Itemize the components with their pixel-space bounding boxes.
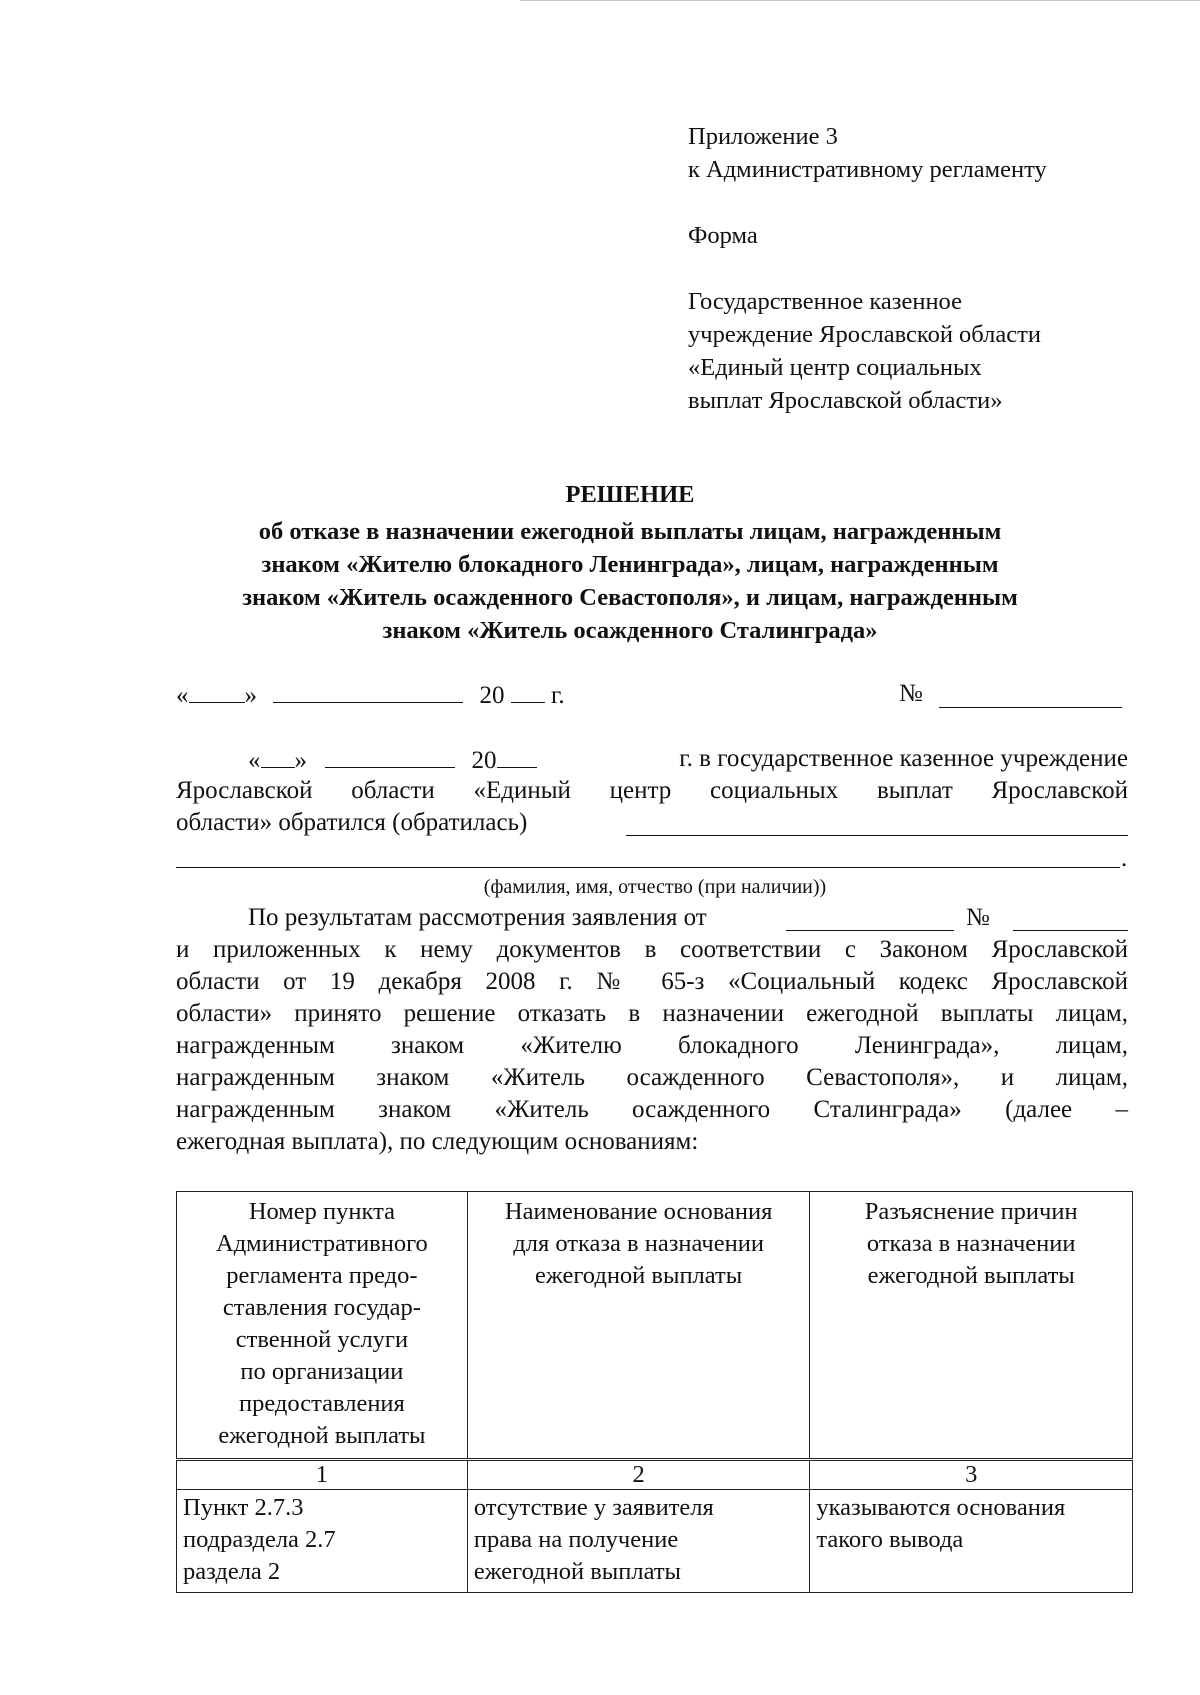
header-cell-explanation: Разъяснение причин отказа в назначении ежегодной выплаты [810, 1192, 1133, 1460]
table-cell-explanation: указываются основания такого вывода [810, 1490, 1133, 1593]
review-line: и приложенных к нему документов в соответствии с Законом Ярославской [176, 936, 1128, 963]
application-date-blank[interactable] [786, 906, 954, 931]
document-page: Приложение 3 к Административному регламенту Форма Государственное казенное учреждение Ярославской области «Единый центр социальных выплат Ярославской области» РЕШЕНИЕ об отказе в назначении ежегодной выплаты лицам, награжденным знаком «Жителю блокадного Ленинграда», лицам, награжденным знаком «Житель осажденного Севастополя», и лицам, награжденным знаком «Житель осажденного Сталинграда» « » 20 г. № « » 20 г. в государственное казенное учреждение Ярославской области «Единый центр социальных выплат Ярославской области» обратился (обратилась) . (фамилия, имя, отчество (при наличии)) По результатам рассмотрения заявления от № и приложенных к нему документов в соответствии с Законом Ярославской области от 19 декабря 2008 г. № 65-з «Социальный кодекс Ярославской области» принято решение отказать в назначении ежегодной выплаты лицам, награжденным знаком «Жителю блокадного Ленинграда», лицам, награжденным знаком «Житель осажденного Севастополя», и лицам, награжденным знаком «Житель осажденного Сталинграда» (далее – ежегодная выплата), по следующим основаниям: Номер пункта Административного регламента предо- ставления государ- ственной услуги по организации предоставления ежегодной выплаты Наименование основания для отказа в назначении ежегодной выплаты Разъяснение причин отказа в назначении ежегодной выплаты 1 2 3 Пункт 2.7.3 подраздела 2.7 раздела 2 отсутствие у заявителя права на получение ежегодной выплаты указываются основания такого вывода [0, 0, 1200, 1695]
appeal-month-blank[interactable] [325, 743, 455, 768]
appendix-reference: к Административному регламенту [688, 156, 1047, 183]
scan-edge-line [520, 0, 1200, 1]
appeal-day-blank[interactable] [261, 743, 295, 768]
refusal-grounds-table [176, 1191, 1133, 1593]
org-line: «Единый центр социальных [688, 354, 982, 381]
org-line: учреждение Ярославской области [688, 321, 1041, 348]
column-number: 2 [467, 1460, 810, 1490]
title-line: об отказе в назначении ежегодной выплаты лицам, награжденным [258, 518, 1002, 545]
title-line: знаком «Жителю блокадного Ленинграда», лицам, награжденным [261, 551, 999, 578]
appendix-number: Приложение 3 [688, 123, 838, 150]
review-line: области» принято решение отказать в назначении ежегодной выплаты лицам, [176, 1000, 1128, 1027]
month-blank[interactable] [273, 678, 463, 703]
org-line: Государственное казенное [688, 288, 962, 315]
appeal-line-3: области» обратился (обратилась) [176, 807, 1128, 839]
table-column-number-row [177, 1460, 1133, 1490]
decision-number-blank[interactable] [939, 683, 1122, 708]
appeal-year-blank[interactable] [497, 743, 537, 768]
org-line: выплат Ярославской области» [688, 387, 1003, 414]
review-line: награжденным знаком «Житель осажденного Сталинграда» (далее – [176, 1096, 1128, 1123]
appendix-header [688, 120, 1047, 417]
application-number-sign: № [966, 904, 990, 931]
title-heading: РЕШЕНИЕ [565, 481, 695, 508]
applicant-name-blank[interactable] [626, 811, 1128, 836]
document-title [190, 478, 1070, 647]
table-cell-ground: отсутствие у заявителя права на получение ежегодной выплаты [467, 1490, 810, 1593]
title-line: знаком «Житель осажденного Севастополя», и лицам, награжденным [242, 584, 1018, 611]
review-line: награжденным знаком «Житель осажденного Севастополя», и лицам, [176, 1064, 1128, 1091]
year-blank[interactable] [511, 678, 545, 703]
review-line: области от 19 декабря 2008 г. № 65-з «Социальный кодекс Ярославской [176, 968, 1128, 995]
review-line: награжденным знаком «Жителю блокадного Ленинграда», лицам, [176, 1032, 1128, 1059]
number-sign: № [899, 680, 923, 707]
review-line-1: По результатам рассмотрения заявления от № [248, 902, 1128, 934]
date-number-line: « » 20 г. № [176, 678, 1126, 712]
column-number: 3 [810, 1460, 1133, 1490]
form-label: Форма [688, 222, 758, 249]
appeal-line-1: « » 20 г. в государственное казенное учреждение [248, 745, 1128, 774]
table-header-row [177, 1192, 1133, 1460]
appeal-line-2: Ярославской области «Единый центр социальных выплат Ярославской [176, 777, 1128, 804]
header-cell-ground: Наименование основания для отказа в назначении ежегодной выплаты [467, 1192, 810, 1460]
table-cell-article: Пункт 2.7.3 подраздела 2.7 раздела 2 [177, 1490, 468, 1593]
header-cell-article: Номер пункта Административного регламента предо- ставления государ- ственной услуги по организации предоставления ежегодной выплаты [177, 1192, 468, 1460]
title-line: знаком «Житель осажденного Сталинграда» [382, 617, 878, 644]
day-blank[interactable] [189, 678, 245, 703]
application-number-blank[interactable] [1013, 906, 1128, 931]
applicant-name-blank-2[interactable] [176, 843, 1120, 868]
column-number: 1 [177, 1460, 468, 1490]
table-row [177, 1490, 1133, 1593]
review-line-last: ежегодная выплата), по следующим основаниям: [176, 1128, 699, 1155]
name-field-hint: (фамилия, имя, отчество (при наличии)) [483, 876, 827, 898]
